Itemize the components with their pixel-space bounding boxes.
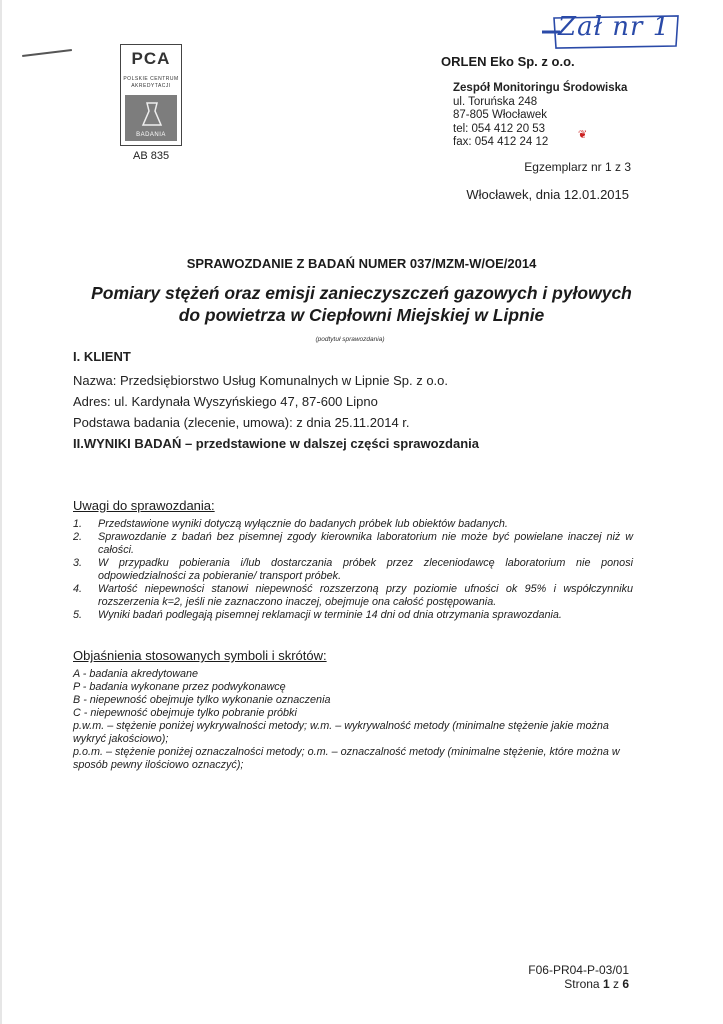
remark-text: W przypadku pobierania i/lub dostarczania próbek przez zleceniodawcę laboratorium nie ponosi odpowiedzialności za pobieranie/ transport próbek.	[98, 557, 633, 582]
symbol-line: p.w.m. – stężenie poniżej wykrywalności metody; w.m. – wykrywalność metody (minimalne stężenie jakie można wykryć jakościowo);	[73, 720, 609, 745]
remark-text: Wyniki badań podlegają pisemnej reklamacji w terminie 14 dni od dnia otrzymania sprawozdania.	[98, 609, 562, 621]
page-footer	[528, 964, 629, 991]
list-item	[73, 583, 633, 609]
page-prefix: Strona	[564, 976, 600, 991]
logo-subtitle-line2: AKREDYTACJI	[131, 83, 171, 89]
remark-number: 1.	[73, 518, 83, 530]
date-line: Włocławek, dnia 12.01.2015	[466, 187, 629, 202]
street: ul. Toruńska 248	[453, 95, 538, 108]
remarks-heading: Uwagi do sprawozdania:	[73, 498, 215, 513]
client-address: Adres: ul. Kardynała Wyszyńskiego 47, 87-600 Lipno	[73, 394, 378, 409]
symbol-line: C - niepewność obejmuje tylko pobranie próbki	[73, 707, 297, 719]
company-address	[453, 82, 627, 150]
symbols-list	[73, 668, 643, 772]
order-basis: Podstawa badania (zlecenie, umowa): z dnia 25.11.2014 r.	[73, 415, 410, 430]
symbol-line: B - niepewność obejmuje tylko wykonanie oznaczenia	[73, 694, 331, 706]
company-name: ORLEN Eko Sp. z o.o.	[441, 54, 575, 69]
client-heading: I. KLIENT	[73, 349, 131, 364]
department-name: Zespół Monitoringu Środowiska	[453, 82, 628, 94]
flask-icon	[125, 99, 179, 131]
logo-badge	[125, 95, 177, 141]
results-heading: II.WYNIKI BADAŃ – przedstawione w dalszej części sprawozdania	[73, 436, 479, 451]
symbols-heading: Objaśnienia stosowanych symboli i skrótów:	[73, 648, 327, 663]
remark-text: Sprawozdanie z badań bez pisemnej zgody kierownika laboratorium nie może być powielane inaczej niż w całości.	[98, 531, 633, 556]
symbol-line: P - badania wykonane przez podwykonawcę	[73, 681, 286, 693]
list-item	[73, 557, 633, 583]
scan-edge	[0, 0, 2, 1024]
page-total: 6	[622, 976, 629, 991]
logo-badge-text: BADANIA	[136, 132, 166, 138]
symbol-line: p.o.m. – stężenie poniżej oznaczalności metody; o.m. – oznaczalność metody (minimalne stężenie, które można w sposób pewny ilościowo oznaczyć);	[73, 746, 620, 771]
logo-title: PCA	[131, 49, 171, 68]
report-title	[0, 282, 723, 326]
page-current: 1	[602, 976, 610, 991]
fax: fax: 054 412 24 12	[453, 136, 549, 148]
remark-number: 3.	[73, 557, 83, 569]
report-title-line2: do powietrza w Ciepłowni Miejskiej w Lipnie	[178, 305, 545, 325]
accreditation-code: AB 835	[133, 150, 170, 162]
remark-text: Wartość niepewności stanowi niepewność rozszerzoną przy poziomie ufności ok 95% i współczynniku rozszerzenia k=2, jeśli nie zaznaczono inaczej, obejmuje ona całość postępowania.	[98, 583, 633, 608]
remark-number: 2.	[73, 531, 83, 543]
remark-number: 5.	[73, 609, 83, 621]
handwritten-text: Zał nr 1	[558, 12, 671, 42]
remark-text: Przedstawione wyniki dotyczą wyłącznie do badanych próbek lub obiektów badanych.	[98, 518, 508, 530]
red-mark-icon: ❦	[578, 129, 588, 141]
report-subtitle-note: (podtytuł sprawozdania)	[315, 336, 385, 343]
remarks-list	[73, 518, 633, 622]
client-name: Nazwa: Przedsiębiorstwo Usług Komunalnych w Lipnie Sp. z o.o.	[73, 373, 449, 388]
report-title-line1: Pomiary stężeń oraz emisji zanieczyszczeń gazowych i pyłowych	[91, 283, 632, 303]
page-separator: z	[612, 976, 619, 991]
list-item	[73, 531, 633, 557]
list-item	[73, 609, 633, 622]
city: 87-805 Włocławek	[453, 109, 547, 121]
form-code: F06-PR04-P-03/01	[528, 963, 629, 977]
copy-number: Egzemplarz nr 1 z 3	[524, 160, 631, 174]
pca-logo	[120, 44, 182, 146]
telephone: tel: 054 412 20 53	[453, 122, 546, 135]
logo-subtitle	[121, 76, 181, 90]
logo-subtitle-line1: POLSKIE CENTRUM	[123, 76, 179, 82]
handwritten-annotation	[540, 8, 690, 52]
remark-number: 4.	[73, 583, 83, 595]
list-item	[73, 518, 633, 531]
page-counter	[528, 978, 629, 992]
pen-mark	[22, 49, 72, 57]
symbol-line: A - badania akredytowane	[73, 668, 199, 680]
report-number: SPRAWOZDANIE Z BADAŃ NUMER 037/MZM-W/OE/2014	[186, 256, 537, 271]
